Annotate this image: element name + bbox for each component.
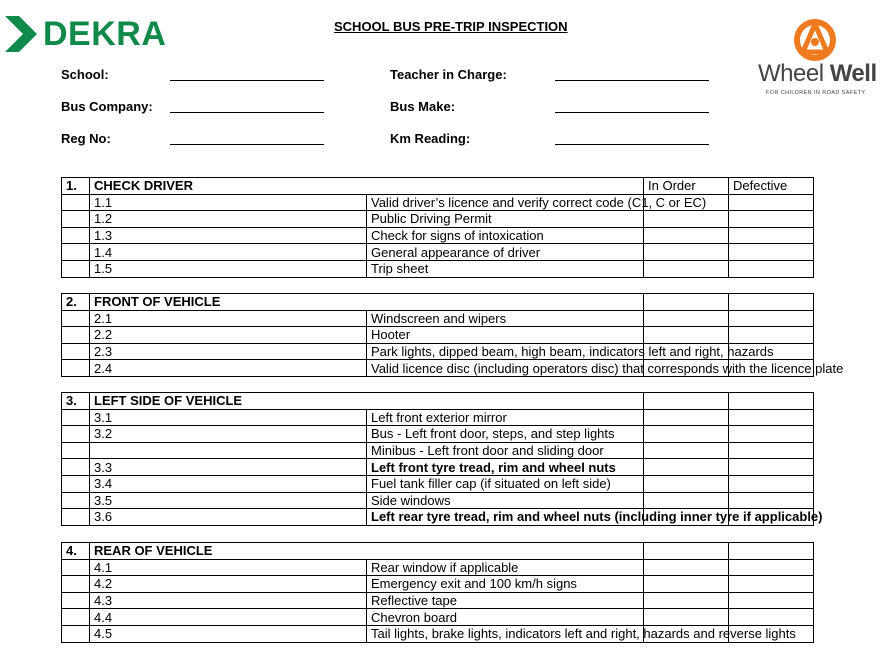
item-number: 4.2 bbox=[90, 576, 367, 593]
blank-cell bbox=[62, 227, 90, 244]
item-number: 2.1 bbox=[90, 310, 367, 327]
item-number: 1.5 bbox=[90, 260, 367, 277]
in-order-cell[interactable] bbox=[644, 609, 729, 626]
blank-cell bbox=[62, 509, 90, 526]
defective-header-cell bbox=[729, 393, 814, 410]
km-reading-field[interactable] bbox=[555, 144, 709, 145]
blank-cell bbox=[62, 442, 90, 459]
item-description: Valid driver’s licence and verify correct code (C1, C or EC) bbox=[367, 194, 644, 211]
defective-cell[interactable] bbox=[729, 260, 814, 277]
dekra-wordmark: DEKRA bbox=[43, 15, 167, 53]
item-number: 3.5 bbox=[90, 492, 367, 509]
in-order-cell[interactable] bbox=[644, 426, 729, 443]
defective-cell[interactable] bbox=[729, 426, 814, 443]
table-row bbox=[62, 492, 814, 509]
in-order-cell[interactable] bbox=[644, 442, 729, 459]
table-row bbox=[62, 592, 814, 609]
table-row bbox=[62, 426, 814, 443]
wheelwell-word-2: Well bbox=[829, 60, 877, 87]
table-row bbox=[62, 310, 814, 327]
in-order-cell[interactable] bbox=[644, 459, 729, 476]
section-header-row bbox=[62, 294, 814, 311]
table-row bbox=[62, 360, 814, 377]
item-number: 2.3 bbox=[90, 343, 367, 360]
item-description: Check for signs of intoxication bbox=[367, 227, 644, 244]
section-number: 1. bbox=[62, 178, 90, 195]
defective-cell[interactable] bbox=[729, 327, 814, 344]
item-number: 4.4 bbox=[90, 609, 367, 626]
section-left-side-of-vehicle bbox=[61, 392, 823, 526]
blank-cell bbox=[62, 327, 90, 344]
section-header-row bbox=[62, 393, 814, 410]
defective-header-cell bbox=[729, 294, 814, 311]
item-number: 4.1 bbox=[90, 559, 367, 576]
section-header-row bbox=[62, 178, 814, 195]
defective-cell[interactable] bbox=[729, 194, 814, 211]
item-description: Left front exterior mirror bbox=[367, 409, 644, 426]
in-order-header-cell bbox=[644, 543, 729, 560]
section-check-driver bbox=[61, 177, 814, 278]
blank-cell bbox=[62, 194, 90, 211]
bus-make-field[interactable] bbox=[555, 112, 709, 113]
section-header-row bbox=[62, 543, 814, 560]
section-front-of-vehicle bbox=[61, 293, 844, 377]
item-description: Park lights, dipped beam, high beam, indicators left and right, hazards bbox=[367, 343, 644, 360]
section-title: CHECK DRIVER bbox=[90, 178, 644, 195]
in-order-header-cell bbox=[644, 294, 729, 311]
school-label: School: bbox=[61, 67, 109, 82]
table-row bbox=[62, 260, 814, 277]
item-number bbox=[90, 442, 367, 459]
item-number: 4.3 bbox=[90, 592, 367, 609]
school-field[interactable] bbox=[170, 80, 324, 81]
table-row bbox=[62, 409, 814, 426]
table-row bbox=[62, 442, 814, 459]
table-row bbox=[62, 211, 814, 228]
table-row bbox=[62, 343, 814, 360]
item-number: 3.1 bbox=[90, 409, 367, 426]
in-order-cell[interactable] bbox=[644, 327, 729, 344]
defective-cell[interactable] bbox=[729, 609, 814, 626]
section-number: 3. bbox=[62, 393, 90, 410]
table-row bbox=[62, 509, 814, 526]
in-order-cell[interactable] bbox=[644, 211, 729, 228]
blank-cell bbox=[62, 625, 90, 642]
item-description: General appearance of driver bbox=[367, 244, 644, 261]
in-order-cell[interactable] bbox=[644, 592, 729, 609]
km-reading-label: Km Reading: bbox=[390, 131, 471, 146]
blank-cell bbox=[62, 475, 90, 492]
wheelwell-emblem-icon bbox=[794, 20, 836, 60]
item-description: Public Driving Permit bbox=[367, 211, 644, 228]
defective-cell[interactable] bbox=[729, 576, 814, 593]
in-order-cell[interactable] bbox=[644, 492, 729, 509]
item-number: 1.3 bbox=[90, 227, 367, 244]
item-number: 3.6 bbox=[90, 509, 367, 526]
item-number: 3.4 bbox=[90, 475, 367, 492]
in-order-cell[interactable] bbox=[644, 409, 729, 426]
blank-cell bbox=[62, 559, 90, 576]
item-number: 2.4 bbox=[90, 360, 367, 377]
blank-cell bbox=[62, 360, 90, 377]
blank-cell bbox=[62, 426, 90, 443]
item-number: 3.2 bbox=[90, 426, 367, 443]
blank-cell bbox=[62, 260, 90, 277]
defective-cell[interactable] bbox=[729, 244, 814, 261]
item-number: 3.3 bbox=[90, 459, 367, 476]
blank-cell bbox=[62, 409, 90, 426]
in-order-cell[interactable] bbox=[644, 559, 729, 576]
defective-cell[interactable] bbox=[729, 211, 814, 228]
in-order-cell[interactable] bbox=[644, 260, 729, 277]
item-description: Tail lights, brake lights, indicators left and right, hazards and reverse lights bbox=[367, 625, 644, 642]
item-number: 1.2 bbox=[90, 211, 367, 228]
blank-cell bbox=[62, 244, 90, 261]
item-number: 1.1 bbox=[90, 194, 367, 211]
table-row bbox=[62, 576, 814, 593]
defective-cell[interactable] bbox=[729, 442, 814, 459]
item-description: Side windows bbox=[367, 492, 644, 509]
section-rear-of-vehicle bbox=[61, 542, 814, 643]
item-description: Left rear tyre tread, rim and wheel nuts (including inner tyre if applicable) bbox=[367, 509, 644, 526]
defective-cell[interactable] bbox=[729, 592, 814, 609]
defective-cell[interactable] bbox=[729, 475, 814, 492]
blank-cell bbox=[62, 343, 90, 360]
in-order-cell[interactable] bbox=[644, 576, 729, 593]
dekra-chevron-icon bbox=[3, 14, 39, 54]
teacher-field[interactable] bbox=[555, 80, 709, 81]
table-row bbox=[62, 559, 814, 576]
blank-cell bbox=[62, 576, 90, 593]
bus-make-label: Bus Make: bbox=[390, 99, 456, 114]
item-description: Windscreen and wipers bbox=[367, 310, 644, 327]
page-title: SCHOOL BUS PRE-TRIP INSPECTION bbox=[334, 19, 568, 34]
item-description: Trip sheet bbox=[367, 260, 644, 277]
defective-header: Defective bbox=[729, 178, 814, 195]
teacher-label: Teacher in Charge: bbox=[390, 67, 507, 82]
item-description: Chevron board bbox=[367, 609, 644, 626]
item-number: 1.4 bbox=[90, 244, 367, 261]
reg-no-label: Reg No: bbox=[61, 131, 111, 146]
bus-company-label: Bus Company: bbox=[61, 99, 153, 114]
item-description: Minibus - Left front door and sliding door bbox=[367, 442, 644, 459]
bus-company-field[interactable] bbox=[170, 112, 324, 113]
section-title: REAR OF VEHICLE bbox=[90, 543, 644, 560]
in-order-header: In Order bbox=[644, 178, 729, 195]
defective-cell[interactable] bbox=[729, 492, 814, 509]
table-row bbox=[62, 625, 814, 642]
table-row bbox=[62, 609, 814, 626]
item-description: Hooter bbox=[367, 327, 644, 344]
defective-cell[interactable] bbox=[729, 559, 814, 576]
blank-cell bbox=[62, 592, 90, 609]
in-order-cell[interactable] bbox=[644, 310, 729, 327]
wheelwell-tagline: FOR CHILDREN IN ROAD SAFETY bbox=[766, 90, 866, 96]
section-title: FRONT OF VEHICLE bbox=[90, 294, 644, 311]
reg-no-field[interactable] bbox=[170, 144, 324, 145]
item-description: Emergency exit and 100 km/h signs bbox=[367, 576, 644, 593]
item-number: 2.2 bbox=[90, 327, 367, 344]
defective-cell[interactable] bbox=[729, 459, 814, 476]
blank-cell bbox=[62, 459, 90, 476]
section-number: 2. bbox=[62, 294, 90, 311]
blank-cell bbox=[62, 492, 90, 509]
item-description: Valid licence disc (including operators disc) that corresponds with the licence plate bbox=[367, 360, 644, 377]
dekra-logo bbox=[3, 12, 167, 56]
in-order-header-cell bbox=[644, 393, 729, 410]
in-order-cell[interactable] bbox=[644, 475, 729, 492]
item-number: 4.5 bbox=[90, 625, 367, 642]
defective-header-cell bbox=[729, 543, 814, 560]
wheelwell-word-1: Wheel bbox=[758, 60, 824, 87]
item-description: Fuel tank filler cap (if situated on left side) bbox=[367, 475, 644, 492]
table-row bbox=[62, 194, 814, 211]
table-row bbox=[62, 475, 814, 492]
blank-cell bbox=[62, 211, 90, 228]
defective-cell[interactable] bbox=[729, 227, 814, 244]
in-order-cell[interactable] bbox=[644, 227, 729, 244]
section-number: 4. bbox=[62, 543, 90, 560]
wheelwell-logo bbox=[758, 20, 877, 100]
table-row bbox=[62, 244, 814, 261]
item-description: Rear window if applicable bbox=[367, 559, 644, 576]
wheelwell-wordmark bbox=[758, 60, 877, 88]
table-row bbox=[62, 227, 814, 244]
blank-cell bbox=[62, 310, 90, 327]
blank-cell bbox=[62, 609, 90, 626]
item-description: Bus - Left front door, steps, and step lights bbox=[367, 426, 644, 443]
defective-cell[interactable] bbox=[729, 310, 814, 327]
table-row bbox=[62, 459, 814, 476]
in-order-cell[interactable] bbox=[644, 244, 729, 261]
defective-cell[interactable] bbox=[729, 409, 814, 426]
item-description: Reflective tape bbox=[367, 592, 644, 609]
table-row bbox=[62, 327, 814, 344]
item-description: Left front tyre tread, rim and wheel nuts bbox=[367, 459, 644, 476]
section-title: LEFT SIDE OF VEHICLE bbox=[90, 393, 644, 410]
